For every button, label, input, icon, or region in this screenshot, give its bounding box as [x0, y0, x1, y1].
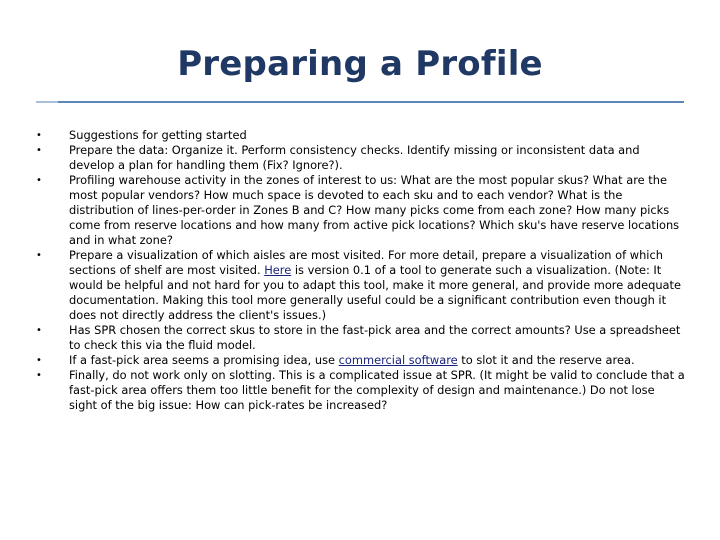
list-item-text: Profiling warehouse activity in the zones of interest to us: What are the most popular skus? What are the most popular vendors? How much space is devoted to each sku and to each vendor? What is the distribution of lines-per-order in Zones B and C? How many picks come from each zone? How many picks come from reserve locations and how many from active pick locations? Which sku's have reserve locations and in what zone? — [69, 173, 680, 247]
list-item-text — [69, 248, 686, 323]
list-item-text — [69, 353, 686, 368]
list-item-text-after: to slot it and the reserve area. — [457, 353, 635, 367]
bullet-icon: • — [36, 325, 42, 336]
bullet-icon: • — [36, 145, 42, 156]
list-item-text: Prepare the data: Organize it. Perform consistency checks. Identify missing or inconsistent data and develop a plan for handling them (Fix? Ignore?). — [69, 143, 640, 172]
list-item-text-before: If a fast-pick area seems a promising idea, use — [69, 353, 339, 367]
list-item-text-after: is version 0.1 of a tool to generate such a visualization. (Note: It would be helpful and not hard for you to adapt this tool, make it more general, and provide more adequate documentation. Making this tool more generally useful could be a significant contribution even though it does not directly address the client's issues.) — [69, 263, 681, 322]
list-item — [36, 353, 686, 368]
list-item — [36, 323, 686, 353]
list-item — [36, 143, 686, 173]
list-item-text: Has SPR chosen the correct skus to store in the fast-pick area and the correct amounts? Use a spreadsheet to check this via the fluid model. — [69, 323, 681, 352]
bullet-icon: • — [36, 250, 42, 261]
bullet-list — [36, 128, 686, 413]
list-item-text: Finally, do not work only on slotting. This is a complicated issue at SPR. (It might be valid to conclude that a fast-pick area offers them too little benefit for the complexity of design and maintenance.) Do not lose sight of the big issue: How can pick-rates be increased? — [69, 368, 685, 412]
bullet-icon: • — [36, 370, 42, 381]
slide-title: Preparing a Profile — [177, 44, 543, 84]
commercial-software-link[interactable]: commercial software — [338, 353, 458, 367]
list-item-text-before: Prepare a visualization of which aisles are most visited. For more detail, prepare a visualization of which sections of shelf are most visited. — [69, 248, 663, 277]
here-link[interactable]: Here — [264, 263, 292, 277]
bullet-icon: • — [36, 175, 42, 186]
list-item — [36, 128, 686, 143]
bullet-icon: • — [36, 355, 42, 366]
bullet-icon: • — [36, 130, 42, 141]
title-divider — [36, 101, 684, 103]
list-item-text: Suggestions for getting started — [69, 128, 247, 142]
title-divider-cap — [36, 101, 58, 103]
list-item — [36, 248, 686, 323]
list-item — [36, 173, 686, 248]
list-item — [36, 368, 686, 413]
